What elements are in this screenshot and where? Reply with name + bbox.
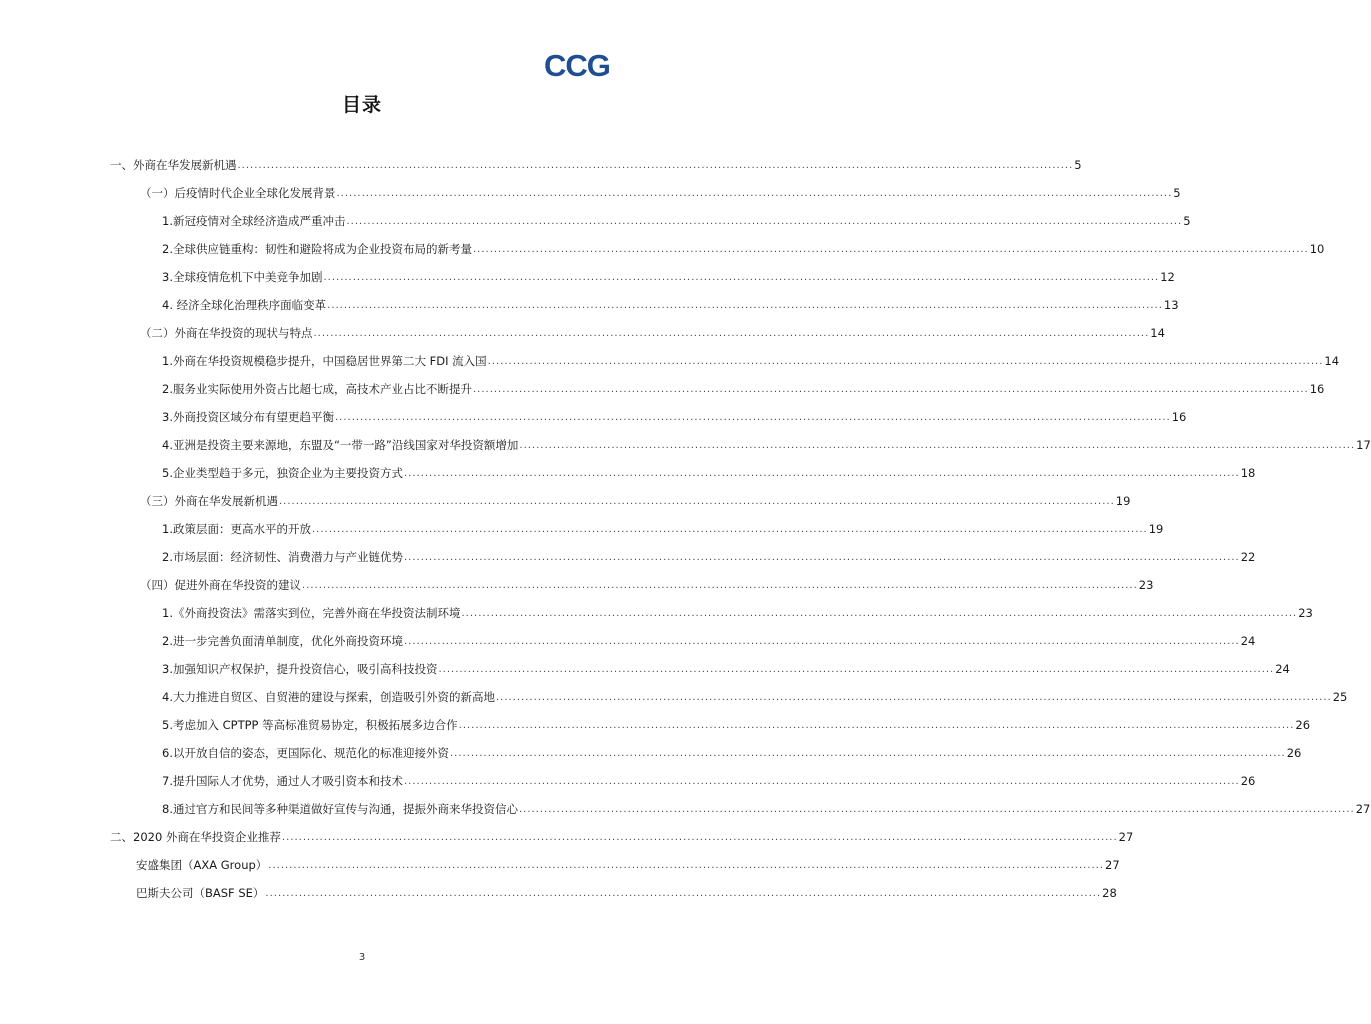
toc-entry[interactable] bbox=[162, 211, 1191, 231]
toc-entry[interactable] bbox=[136, 883, 1117, 903]
toc-entry-page: 26 bbox=[1295, 718, 1311, 732]
toc-leader: ........................................................................................................................................................................................................ bbox=[279, 496, 1115, 507]
toc-entry-page: 18 bbox=[1240, 466, 1256, 480]
toc-leader: ........................................................................................................................................................................................................ bbox=[334, 412, 1171, 423]
toc-entry-page: 27 bbox=[1105, 858, 1120, 872]
toc-entry-page: 23 bbox=[1298, 606, 1313, 620]
toc-entry[interactable] bbox=[140, 323, 1165, 343]
toc-leader: ........................................................................................................................................................................................................ bbox=[518, 804, 1355, 815]
toc-leader: ........................................................................................................................................................................................................ bbox=[472, 384, 1309, 395]
toc-entry[interactable] bbox=[162, 407, 1187, 427]
toc-entry-title: 1.政策层面：更高水平的开放 bbox=[162, 522, 311, 536]
toc-entry-title: 2.服务业实际使用外资占比超七成，高技术产业占比不断提升 bbox=[162, 382, 472, 396]
toc-leader: ........................................................................................................................................................................................................ bbox=[458, 720, 1295, 731]
toc-entry-title: 二、2020 外商在华投资企业推荐 bbox=[110, 830, 281, 844]
toc-leader: ........................................................................................................................................................................................................ bbox=[519, 440, 1356, 451]
toc-entry-title: 1.《外商投资法》需落实到位，完善外商在华投资法制环境 bbox=[162, 606, 461, 620]
toc-entry-page: 10 bbox=[1309, 242, 1325, 256]
toc-entry[interactable] bbox=[162, 239, 1325, 259]
toc-entry-page: 23 bbox=[1138, 578, 1154, 592]
toc-entry-page: 24 bbox=[1275, 662, 1290, 676]
toc-entry-page: 26 bbox=[1286, 746, 1302, 760]
page-title: 目录 bbox=[341, 94, 382, 116]
page-number: 3 bbox=[358, 952, 366, 963]
toc-entry-title: 8.通过官方和民间等多种渠道做好宣传与沟通，提振外商来华投资信心 bbox=[162, 802, 518, 816]
toc-leader: ........................................................................................................................................................................................................ bbox=[323, 272, 1160, 283]
toc-leader: ........................................................................................................................................................................................................ bbox=[302, 580, 1138, 591]
toc-entry-page: 5 bbox=[1183, 214, 1191, 228]
toc-entry-title: 安盛集团（AXA Group） bbox=[136, 858, 268, 872]
toc-entry-title: 2.市场层面：经济韧性、消费潜力与产业链优势 bbox=[162, 550, 403, 564]
toc-leader: ........................................................................................................................................................................................................ bbox=[472, 244, 1309, 255]
toc-leader: ........................................................................................................................................................................................................ bbox=[449, 748, 1286, 759]
toc-entry-title: 4.亚洲是投资主要来源地，东盟及“一带一路”沿线国家对华投资额增加 bbox=[162, 438, 519, 452]
toc-entry-title: 7.提升国际人才优势，通过人才吸引资本和技术 bbox=[162, 774, 403, 788]
toc-entry[interactable] bbox=[162, 267, 1175, 287]
toc-entry-title: 巴斯夫公司（BASF SE） bbox=[136, 886, 265, 900]
toc-entry-page: 28 bbox=[1102, 886, 1117, 900]
toc-entry[interactable] bbox=[162, 715, 1311, 735]
toc-entry-page: 27 bbox=[1118, 830, 1134, 844]
toc-leader: ........................................................................................................................................................................................................ bbox=[403, 636, 1240, 647]
toc-entry-title: 1.外商在华投资规模稳步提升，中国稳居世界第二大 FDI 流入国 bbox=[162, 354, 487, 368]
toc-entry[interactable] bbox=[110, 155, 1082, 175]
toc-entry[interactable] bbox=[162, 799, 1371, 819]
toc-entry[interactable] bbox=[162, 379, 1325, 399]
toc-entry[interactable] bbox=[162, 351, 1340, 371]
toc-entry-title: 4.大力推进自贸区、自贸港的建设与探索，创造吸引外资的新高地 bbox=[162, 690, 495, 704]
toc-leader: ........................................................................................................................................................................................................ bbox=[336, 188, 1173, 199]
toc-entry[interactable] bbox=[162, 519, 1164, 539]
toc-leader: ........................................................................................................................................................................................................ bbox=[311, 524, 1148, 535]
toc-entry[interactable] bbox=[162, 603, 1313, 623]
toc-entry[interactable] bbox=[162, 435, 1371, 455]
toc-entry-page: 17 bbox=[1356, 438, 1371, 452]
toc-entry-title: 6.以开放自信的姿态，更国际化、规范化的标准迎接外资 bbox=[162, 746, 449, 760]
toc-entry-page: 14 bbox=[1324, 354, 1340, 368]
toc-entry[interactable] bbox=[140, 183, 1181, 203]
toc-entry[interactable] bbox=[140, 575, 1154, 595]
toc-entry-title: （一）后疫情时代企业全球化发展背景 bbox=[140, 186, 336, 200]
toc-leader: ........................................................................................................................................................................................................ bbox=[461, 608, 1298, 619]
toc-entry-page: 24 bbox=[1240, 634, 1256, 648]
toc-entry-title: 3.外商投资区域分布有望更趋平衡 bbox=[162, 410, 334, 424]
toc-entry-page: 13 bbox=[1163, 298, 1179, 312]
toc-entry[interactable] bbox=[136, 855, 1120, 875]
toc-entry[interactable] bbox=[162, 687, 1348, 707]
toc-entry-page: 19 bbox=[1115, 494, 1131, 508]
toc-leader: ........................................................................................................................................................................................................ bbox=[487, 356, 1324, 367]
toc-leader: ........................................................................................................................................................................................................ bbox=[327, 300, 1163, 311]
toc-entry-title: 3.加强知识产权保护，提升投资信心，吸引高科技投资 bbox=[162, 662, 438, 676]
toc-entry-title: 2.进一步完善负面清单制度，优化外商投资环境 bbox=[162, 634, 403, 648]
toc-entry[interactable] bbox=[162, 743, 1302, 763]
toc-entry-title: 5.考虑加入 CPTPP 等高标准贸易协定，积极拓展多边合作 bbox=[162, 718, 458, 732]
toc-entry-page: 5 bbox=[1173, 186, 1181, 200]
toc-entry-page: 25 bbox=[1332, 690, 1348, 704]
toc-entry-page: 12 bbox=[1160, 270, 1175, 284]
toc-entry-page: 22 bbox=[1240, 550, 1256, 564]
toc-leader: ........................................................................................................................................................................................................ bbox=[237, 160, 1074, 171]
toc-leader: ........................................................................................................................................................................................................ bbox=[495, 692, 1332, 703]
toc-entry[interactable] bbox=[162, 463, 1256, 483]
toc-leader: ........................................................................................................................................................................................................ bbox=[403, 552, 1240, 563]
ccg-logo: CCG bbox=[544, 48, 610, 83]
toc-leader: ........................................................................................................................................................................................................ bbox=[403, 468, 1240, 479]
toc-leader: ........................................................................................................................................................................................................ bbox=[346, 216, 1183, 227]
toc-entry-title: （二）外商在华投资的现状与特点 bbox=[140, 326, 313, 340]
toc-entry[interactable] bbox=[110, 827, 1134, 847]
toc-entry[interactable] bbox=[162, 547, 1256, 567]
toc-entry[interactable] bbox=[162, 295, 1179, 315]
toc-leader: ........................................................................................................................................................................................................ bbox=[313, 328, 1150, 339]
toc-entry-title: 4. 经济全球化治理秩序面临变革 bbox=[162, 298, 327, 312]
toc-entry[interactable] bbox=[162, 631, 1256, 651]
toc-entry-title: 5.企业类型趋于多元，独资企业为主要投资方式 bbox=[162, 466, 403, 480]
toc-entry-title: （四）促进外商在华投资的建议 bbox=[140, 578, 301, 592]
toc-leader: ........................................................................................................................................................................................................ bbox=[268, 860, 1105, 871]
toc-leader: ........................................................................................................................................................................................................ bbox=[265, 888, 1102, 899]
toc-entry-title: 1.新冠疫情对全球经济造成严重冲击 bbox=[162, 214, 346, 228]
toc-entry-title: 一、外商在华发展新机遇 bbox=[110, 158, 237, 172]
toc-entry-title: （三）外商在华发展新机遇 bbox=[140, 494, 278, 508]
toc-entry-page: 5 bbox=[1074, 158, 1082, 172]
toc-entry[interactable] bbox=[162, 659, 1290, 679]
toc-entry-title: 2.全球供应链重构：韧性和避险将成为企业投资布局的新考量 bbox=[162, 242, 472, 256]
toc-entry-page: 27 bbox=[1355, 802, 1371, 816]
toc-entry-page: 14 bbox=[1150, 326, 1165, 340]
toc-entry-page: 19 bbox=[1148, 522, 1164, 536]
toc-entry-title: 3.全球疫情危机下中美竞争加剧 bbox=[162, 270, 323, 284]
toc-entry[interactable] bbox=[162, 771, 1256, 791]
toc-entry-page: 26 bbox=[1240, 774, 1256, 788]
toc-entry-page: 16 bbox=[1309, 382, 1325, 396]
toc-entry[interactable] bbox=[140, 491, 1131, 511]
toc-leader: ........................................................................................................................................................................................................ bbox=[438, 664, 1275, 675]
toc-entry-page: 16 bbox=[1171, 410, 1187, 424]
toc-leader: ........................................................................................................................................................................................................ bbox=[403, 776, 1240, 787]
toc-leader: ........................................................................................................................................................................................................ bbox=[281, 832, 1118, 843]
